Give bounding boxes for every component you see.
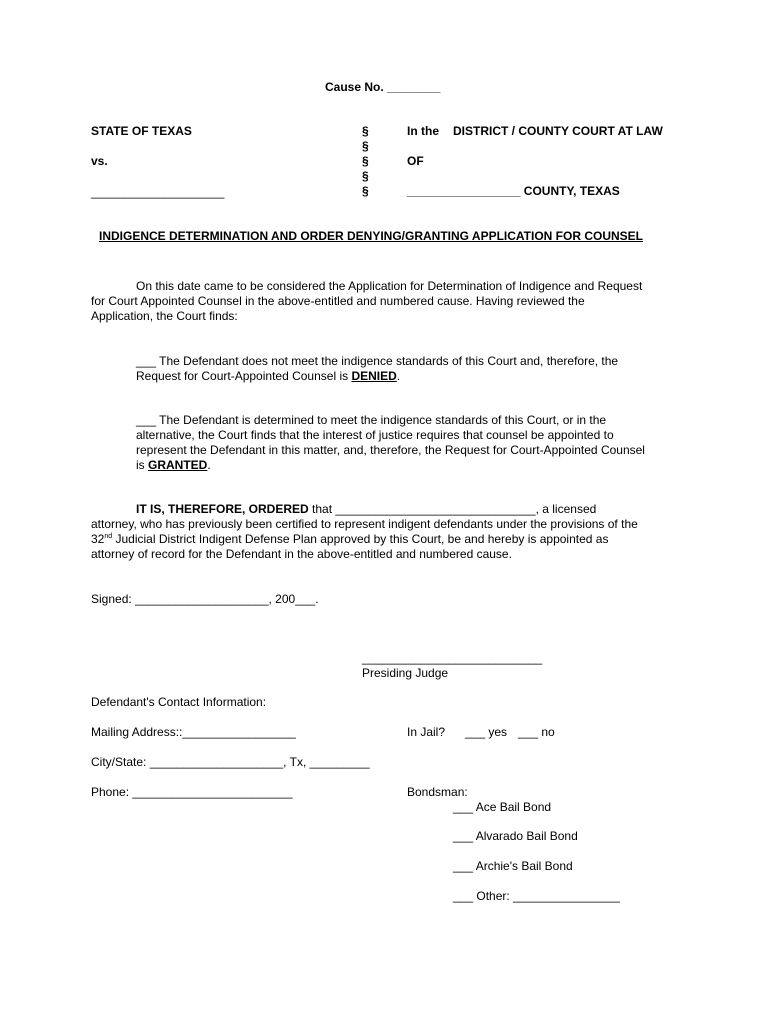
intro-line-1: On this date came to be considered the Application for Determination of Indigence and Request <box>136 279 643 293</box>
caption-of: OF <box>407 154 424 168</box>
order-line-3 <box>91 532 608 547</box>
cause-number: Cause No. ________ <box>325 80 441 94</box>
section-symbol: § <box>362 124 369 138</box>
bondsman-option-archies: ___ Archie's Bail Bond <box>453 859 573 873</box>
denied-suffix: . <box>396 369 401 383</box>
bondsman-option-alvarado: ___ Alvarado Bail Bond <box>453 829 578 843</box>
city-state-field: City/State: ____________________, Tx, _________ <box>91 755 370 769</box>
in-jail-no: ___ no <box>518 725 555 739</box>
denied-keyword: DENIED <box>351 369 397 383</box>
section-symbol: § <box>362 184 369 198</box>
granted-prefix: is <box>136 458 148 472</box>
granted-option-line-4 <box>136 458 211 473</box>
order-ordinal-suffix: nd <box>104 533 113 540</box>
caption-county: _________________ COUNTY, TEXAS <box>407 184 620 198</box>
phone-field: Phone: ________________________ <box>91 785 293 799</box>
denied-option-line-2 <box>136 369 400 384</box>
bondsman-label: Bondsman: <box>407 785 468 799</box>
document-title: INDIGENCE DETERMINATION AND ORDER DENYING/GRANTING APPLICATION FOR COUNSEL <box>99 229 644 243</box>
granted-option-line-3: represent the Defendant in this matter, and, therefore, the Request for Court-Appointed Counsel <box>136 443 645 457</box>
intro-line-3: Application, the Court finds: <box>91 309 238 323</box>
bondsman-option-ace: ___ Ace Bail Bond <box>453 800 552 814</box>
caption-court: DISTRICT / COUNTY COURT AT LAW <box>453 124 663 138</box>
denied-option-line-1: ___ The Defendant does not meet the indigence standards of this Court and, therefore, the <box>136 354 619 368</box>
granted-option-line-1: ___ The Defendant is determined to meet the indigence standards of this Court, or in the <box>136 413 607 427</box>
granted-suffix: . <box>207 458 211 472</box>
order-line-1 <box>136 502 596 517</box>
order-line-3-rest: Judicial District Indigent Defense Plan approved by this Court, be and hereby is appointed as <box>112 532 609 546</box>
intro-line-2: for Court Appointed Counsel in the above-entitled and numbered cause. Having reviewed the <box>91 294 585 308</box>
order-line-4: attorney of record for the Defendant in the above-entitled and numbered cause. <box>91 547 512 561</box>
judge-label: Presiding Judge <box>362 666 449 680</box>
section-symbol: § <box>362 139 369 153</box>
granted-option-line-2: alternative, the Court finds that the interest of justice requires that counsel be appointed to <box>136 428 614 442</box>
caption-state: STATE OF TEXAS <box>91 124 192 138</box>
caption-in-the: In the <box>407 124 439 138</box>
granted-keyword: GRANTED <box>148 458 208 472</box>
denied-prefix: Request for Court-Appointed Counsel is <box>136 369 352 383</box>
in-jail-yes: ___ yes <box>465 725 508 739</box>
caption-defendant-blank: ____________________ <box>91 185 225 199</box>
signed-line: Signed: ____________________, 200___. <box>91 592 319 606</box>
caption-vs: vs. <box>91 154 108 168</box>
order-district-number: 32 <box>91 532 105 546</box>
section-symbol: § <box>362 169 369 183</box>
section-symbol: § <box>362 154 369 168</box>
order-bold-lead: IT IS, THEREFORE, ORDERED <box>136 502 309 516</box>
in-jail-label: In Jail? <box>407 725 446 739</box>
judge-signature-line: ___________________________ <box>362 651 543 665</box>
order-line-1-rest: that ______________________________, a licensed <box>308 502 597 516</box>
contact-heading: Defendant's Contact Information: <box>91 695 267 709</box>
order-line-2: attorney, who has previously been certified to represent indigent defendants under the provisions of the <box>91 517 638 531</box>
bondsman-option-other: ___ Other: ________________ <box>453 889 620 903</box>
mailing-address-field: Mailing Address::_________________ <box>91 725 296 739</box>
